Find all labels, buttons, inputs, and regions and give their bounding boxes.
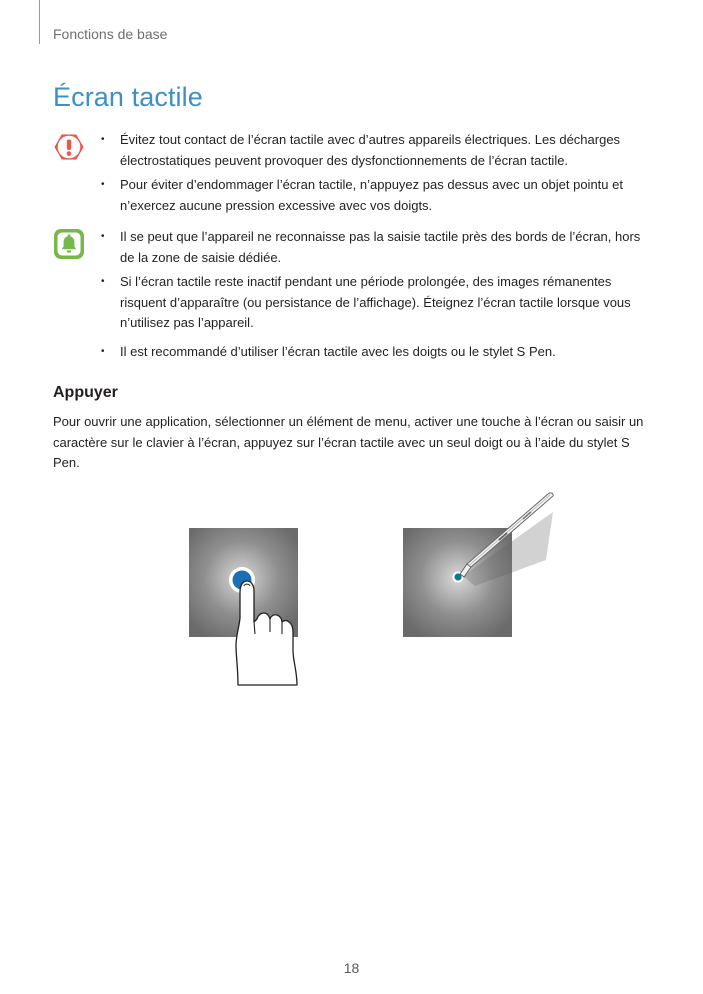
section-heading: Appuyer [53, 384, 118, 401]
s-pen-tap-illustration [403, 490, 563, 645]
running-header: Fonctions de base [53, 26, 168, 42]
caution-list [100, 130, 648, 220]
header-rule [39, 0, 40, 44]
note-item: • Si l’écran tactile reste inactif pendant une période prolongée, des images rémanentes risquent d’apparaître (ou persistance de l’affichage). Éteignez l’écran tactile lorsque vous n’utilisez pas l’appareil. [101, 274, 631, 330]
page-title: Écran tactile [53, 82, 203, 112]
caution-item: • Pour éviter d’endommager l’écran tactile, n’appuyez pas dessus avec un objet pointu et n’exercez aucune pression excessive avec vos doigts. [101, 177, 623, 213]
bell-icon [53, 228, 85, 260]
exclamation-icon [53, 131, 85, 163]
note-item: • Il se peut que l’appareil ne reconnaisse pas la saisie tactile près des bords de l’écran, hors de la zone de saisie dédiée. [101, 229, 641, 265]
caution-item: • Évitez tout contact de l’écran tactile avec d’autres appareils électriques. Les décharges électrostatiques peuvent provoquer des dysfonctionnements de l’écran tactile. [101, 132, 621, 168]
section-body: Pour ouvrir une application, sélectionner un élément de menu, activer une touche à l’écran ou saisir un caractère sur le clavier à l’écran, appuyez sur l’écran tactile avec un seul doigt ou à l’aide du stylet S Pen. [53, 414, 644, 470]
note-item: • Il est recommandé d’utiliser l’écran tactile avec les doigts ou le stylet S Pen. [101, 343, 556, 359]
note-list [100, 227, 648, 366]
finger-tap-illustration [189, 528, 314, 693]
page-number: 18 [343, 960, 360, 976]
